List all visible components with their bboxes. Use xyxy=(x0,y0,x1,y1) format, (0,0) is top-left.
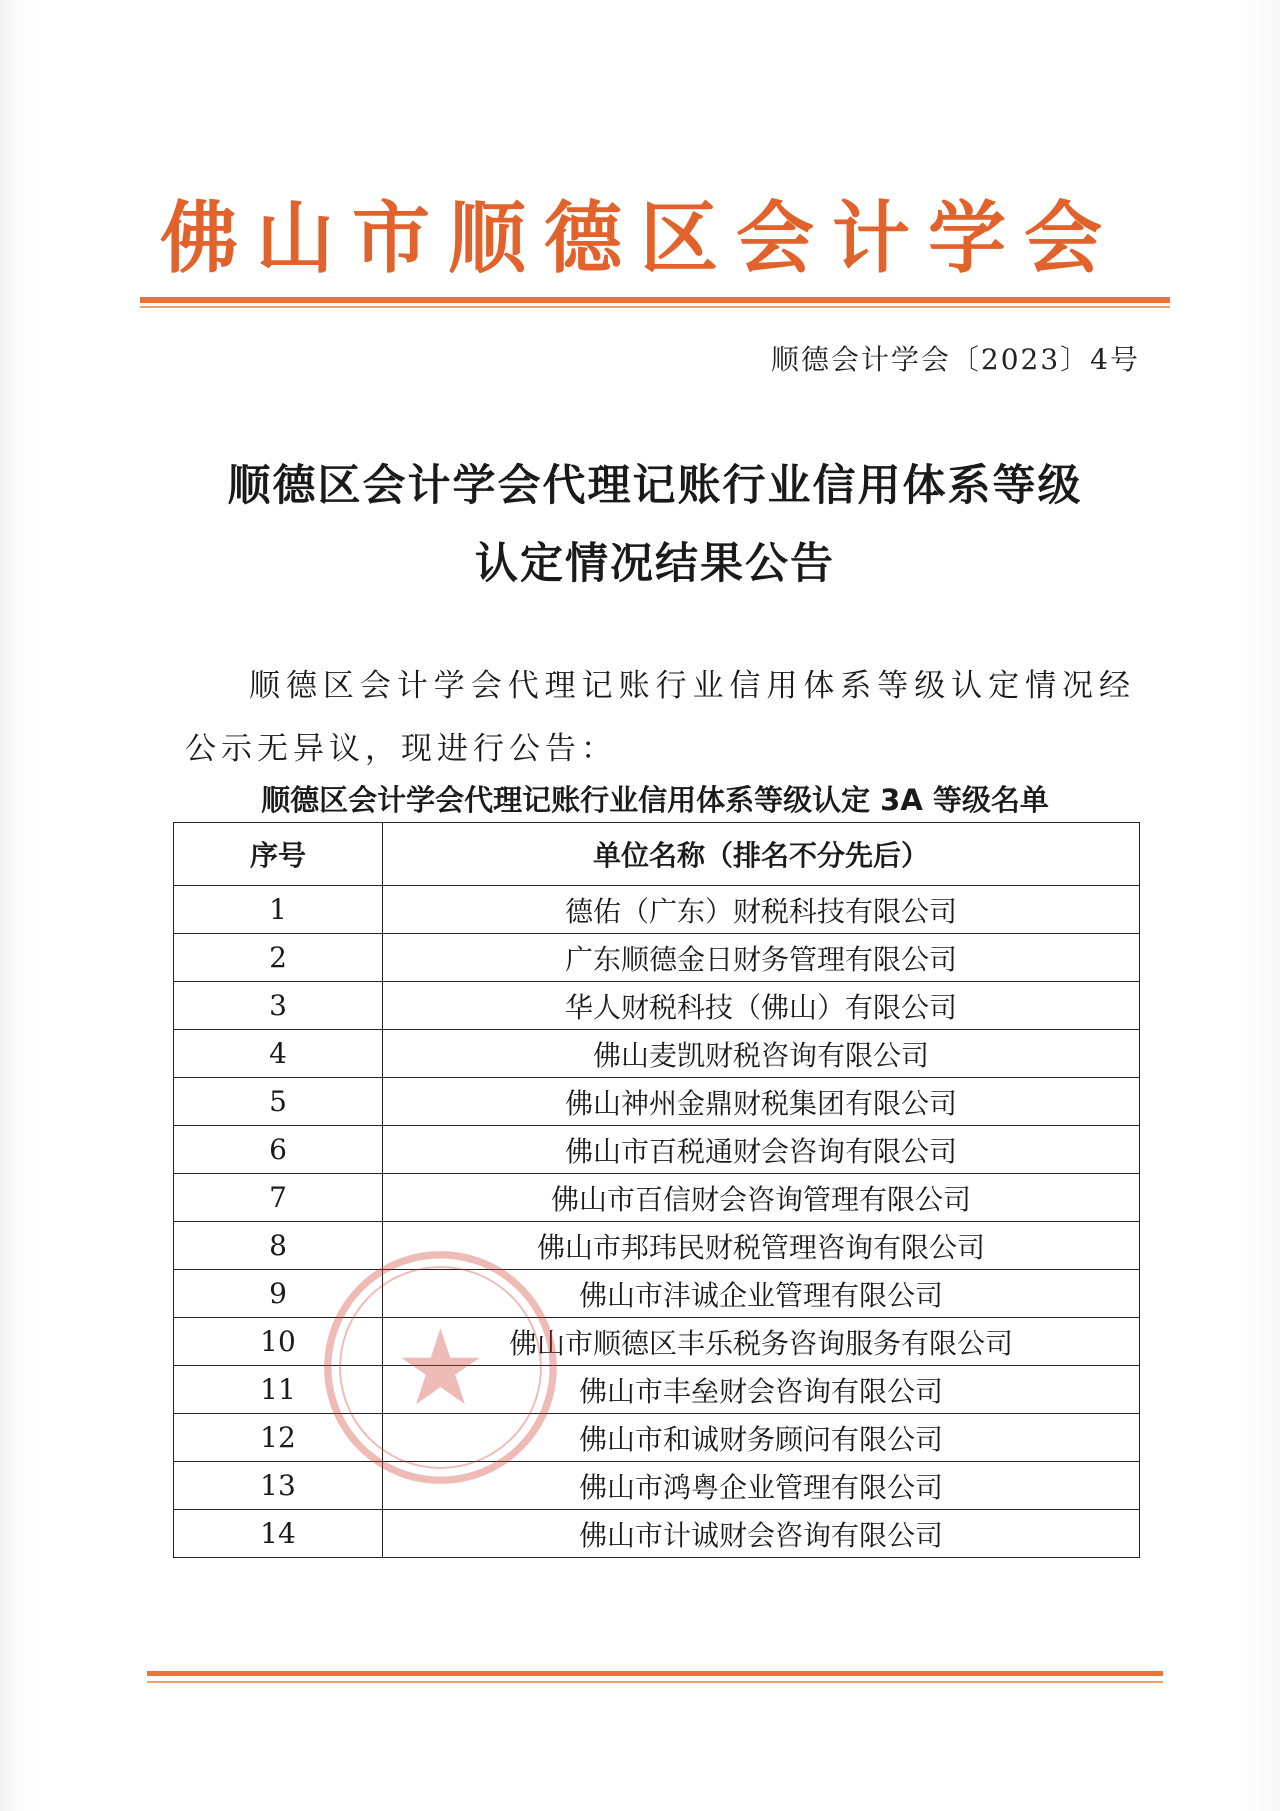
row-index: 6 xyxy=(174,1126,383,1174)
document-title-line-1: 顺德区会计学会代理记账行业信用体系等级 xyxy=(227,461,1083,511)
row-company-name: 佛山市丰垒财会咨询有限公司 xyxy=(383,1366,1140,1414)
table-row xyxy=(174,1318,1140,1366)
row-company-name: 佛山麦凯财税咨询有限公司 xyxy=(383,1030,1140,1078)
table-row xyxy=(174,1126,1140,1174)
table-row xyxy=(174,1462,1140,1510)
row-company-name: 佛山市和诚财务顾问有限公司 xyxy=(383,1414,1140,1462)
table-caption: 顺德区会计学会代理记账行业信用体系等级认定 3A 等级名单 xyxy=(261,783,1049,817)
table-row xyxy=(174,1510,1140,1558)
row-index: 5 xyxy=(174,1078,383,1126)
row-index: 9 xyxy=(174,1270,383,1318)
header-company-name: 单位名称（排名不分先后） xyxy=(383,823,1140,886)
row-company-name: 广东顺德金日财务管理有限公司 xyxy=(383,934,1140,982)
row-company-name: 德佑（广东）财税科技有限公司 xyxy=(383,886,1140,934)
row-company-name: 华人财税科技（佛山）有限公司 xyxy=(383,982,1140,1030)
row-company-name: 佛山市沣诚企业管理有限公司 xyxy=(383,1270,1140,1318)
row-index: 7 xyxy=(174,1174,383,1222)
header-index: 序号 xyxy=(174,823,383,886)
table-row xyxy=(174,1078,1140,1126)
table-row xyxy=(174,934,1140,982)
row-company-name: 佛山市百税通财会咨询有限公司 xyxy=(383,1126,1140,1174)
row-index: 14 xyxy=(174,1510,383,1558)
letterhead-org-name: 佛山市顺德区会计学会 xyxy=(159,194,1120,284)
row-index: 4 xyxy=(174,1030,383,1078)
row-index: 3 xyxy=(174,982,383,1030)
table-row xyxy=(174,1414,1140,1462)
table-row xyxy=(174,1222,1140,1270)
intro-paragraph: 顺德区会计学会代理记账行业信用体系等级认定情况经公示无异议，现进行公告： xyxy=(185,668,1135,767)
row-company-name: 佛山市顺德区丰乐税务咨询服务有限公司 xyxy=(383,1318,1140,1366)
footer-rule xyxy=(147,1671,1163,1676)
row-company-name: 佛山市鸿粤企业管理有限公司 xyxy=(383,1462,1140,1510)
document-number: 顺德会计学会〔2023〕4号 xyxy=(770,343,1140,376)
row-index: 2 xyxy=(174,934,383,982)
table-row xyxy=(174,1366,1140,1414)
rating-list-table xyxy=(173,822,1140,1558)
table-row xyxy=(174,886,1140,934)
row-company-name: 佛山市百信财会咨询管理有限公司 xyxy=(383,1174,1140,1222)
letterhead-rule xyxy=(140,297,1170,303)
table-row xyxy=(174,982,1140,1030)
row-company-name: 佛山市邦玮民财税管理咨询有限公司 xyxy=(383,1222,1140,1270)
row-company-name: 佛山神州金鼎财税集团有限公司 xyxy=(383,1078,1140,1126)
row-index: 10 xyxy=(174,1318,383,1366)
table-row xyxy=(174,1270,1140,1318)
table-row xyxy=(174,1030,1140,1078)
row-index: 13 xyxy=(174,1462,383,1510)
table-header-row xyxy=(174,823,1140,886)
letterhead-rule-thin xyxy=(140,306,1170,308)
row-index: 8 xyxy=(174,1222,383,1270)
footer-rule-thin xyxy=(147,1681,1163,1683)
row-index: 1 xyxy=(174,886,383,934)
row-company-name: 佛山市计诚财会咨询有限公司 xyxy=(383,1510,1140,1558)
table-row xyxy=(174,1174,1140,1222)
row-index: 11 xyxy=(174,1366,383,1414)
row-index: 12 xyxy=(174,1414,383,1462)
document-title-line-2: 认定情况结果公告 xyxy=(475,539,835,589)
